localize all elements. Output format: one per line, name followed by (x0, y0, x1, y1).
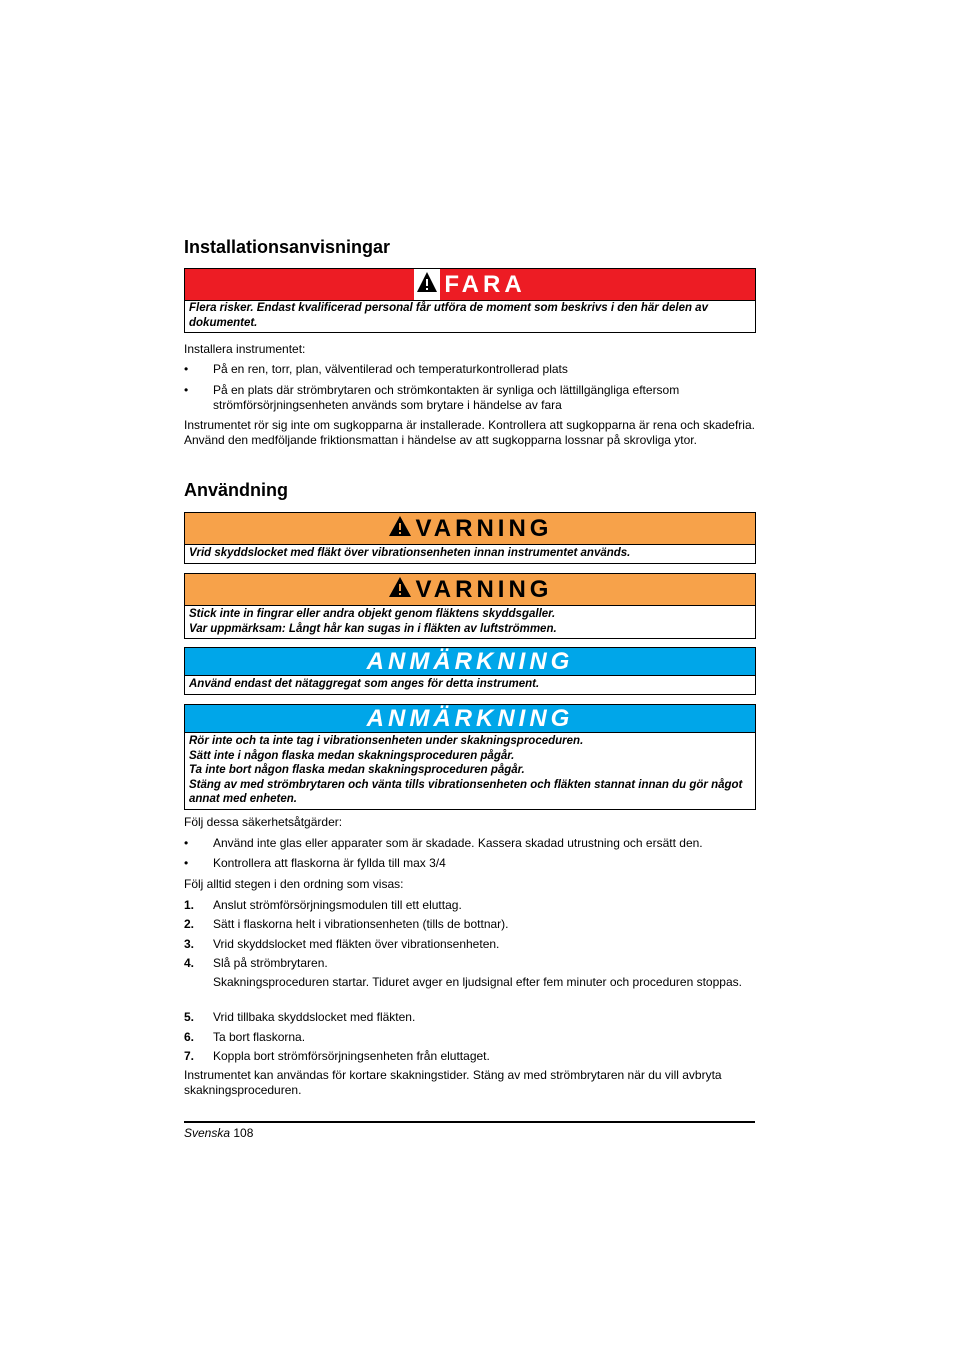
closing-paragraph: Instrumentet kan användas för kortare skakningstider. Stäng av med strömbrytaren när du vill avbryta skakningsproceduren. (184, 1068, 722, 1097)
notice-line: Använd endast det nätaggregat som anges för detta instrument. (189, 678, 540, 690)
warning-box-2 (184, 573, 756, 639)
step-number: 1. (184, 898, 195, 912)
danger-signal-word: FARA (444, 271, 526, 298)
notice-banner (185, 705, 755, 733)
page-footer (184, 1126, 253, 1140)
step-text: Koppla bort strömförsörjningsenheten från eluttaget. (213, 1049, 490, 1063)
list-item-text: På en ren, torr, plan, välventilerad och temperaturkontrollerad plats (213, 362, 568, 376)
warning-triangle-icon (388, 576, 412, 603)
warning-triangle-icon (414, 269, 440, 300)
section-heading-usage: Användning (184, 480, 288, 500)
step-number: 3. (184, 937, 195, 951)
notice-line: Stäng av med strömbrytaren och vänta tills vibrationsenheten och fläkten stannat innan du gör något annat med enheten. (189, 778, 743, 805)
warning-line: Stick inte in fingrar eller andra objekt genom fläktens skyddsgaller. (189, 608, 556, 620)
footer-language: Svenska (184, 1126, 231, 1140)
warning-signal-word: VARNING (415, 576, 553, 603)
warning-banner (185, 574, 755, 606)
page-number: 108 (233, 1126, 254, 1140)
steps-intro: Följ alltid stegen i den ordning som visas: (184, 877, 404, 891)
step-number: 7. (184, 1049, 195, 1063)
notice-box-1 (184, 647, 756, 695)
suction-cup-note: Instrumentet rör sig inte om sugkopparna är installerade. Kontrollera att sugkopparna är rena och skadefria. Använd den medföljande friktionsmattan i händelse av att sugkopparna lossnar på skrovliga ytor. (184, 418, 755, 447)
notice-banner (185, 648, 755, 676)
install-intro: Installera instrumentet: (184, 342, 306, 356)
list-item-text: På en plats där strömbrytaren och strömkontakten är synliga och lättillgängliga eftersom strömförsörjningsenheten används som brytare i händelse av fara (213, 383, 680, 412)
step-text: Slå på strömbrytaren. (213, 956, 328, 970)
bullet-marker: • (184, 836, 189, 850)
bullet-marker: • (184, 856, 189, 870)
notice-line: Sätt inte i någon flaska medan skakningsproceduren pågår. (189, 749, 515, 762)
step-number: 2. (184, 917, 195, 931)
warning-banner (185, 513, 755, 545)
section-heading-installation: Installationsanvisningar (184, 237, 391, 257)
bullet-marker: • (184, 383, 189, 397)
precautions-intro: Följ dessa säkerhetsåtgärder: (184, 815, 343, 829)
step-text: Vrid skyddslocket med fläkten över vibrationsenheten. (213, 937, 500, 951)
bullet-marker: • (184, 362, 189, 376)
warning-line: Var uppmärksam: Långt hår kan sugas in i fläkten av luftströmmen. (189, 622, 557, 635)
list-item-text: Kontrollera att flaskorna är fyllda till max 3/4 (213, 856, 446, 870)
footer-divider (184, 1121, 755, 1123)
notice-line: Rör inte och ta inte tag i vibrationsenheten under skakningsproceduren. (189, 735, 584, 747)
warning-text (185, 545, 755, 563)
danger-banner (185, 269, 755, 301)
step-text: Ta bort flaskorna. (213, 1030, 306, 1044)
step-text: Anslut strömförsörjningsmodulen till ett eluttag. (213, 898, 462, 912)
step-number: 4. (184, 956, 195, 970)
warning-line: Vrid skyddslocket med fläkt över vibrationsenheten innan instrumentet används. (189, 547, 631, 559)
warning-text (185, 606, 755, 638)
danger-box (184, 268, 756, 333)
warning-triangle-icon (388, 515, 412, 542)
step-text: Sätt i flaskorna helt i vibrationsenheten (tills de bottnar). (213, 917, 509, 931)
notice-signal-word: ANMÄRKNING (366, 705, 574, 732)
list-item-text: Använd inte glas eller apparater som är skadade. Kassera skadad utrustning och ersätt den. (213, 836, 703, 850)
step-number: 5. (184, 1010, 195, 1024)
danger-text: Flera risker. Endast kvalificerad personal får utföra de moment som beskrivs i den här delen av dokumentet. (189, 302, 708, 329)
warning-signal-word: VARNING (415, 515, 553, 542)
notice-text (185, 733, 755, 809)
warning-box-1 (184, 512, 756, 564)
notice-line: Ta inte bort någon flaska medan skakningsproceduren pågår. (189, 764, 525, 776)
step-result-text: Skakningsproceduren startar. Tiduret avger en ljudsignal efter fem minuter och proceduren stoppas. (213, 975, 742, 989)
step-number: 6. (184, 1030, 195, 1044)
step-text: Vrid tillbaka skyddslocket med fläkten. (213, 1010, 416, 1024)
notice-box-2 (184, 704, 756, 810)
notice-text (185, 676, 755, 694)
notice-signal-word: ANMÄRKNING (366, 648, 574, 675)
